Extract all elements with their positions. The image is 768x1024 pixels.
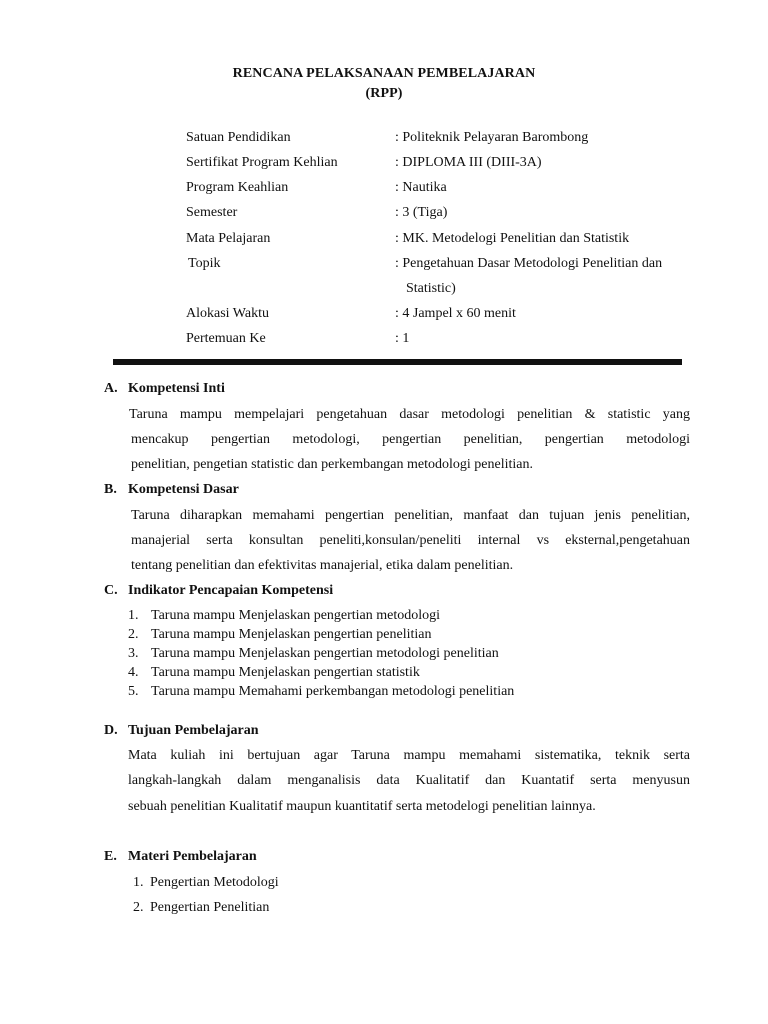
info-label-program: Program Keahlian <box>186 180 289 195</box>
info-label-satuan: Satuan Pendidikan <box>186 130 291 145</box>
info-label-topik: Topik <box>188 256 221 271</box>
section-c-title: Indikator Pencapaian Kompetensi <box>128 583 334 598</box>
info-value-mata-pelajaran: : MK. Metodelogi Penelitian dan Statistik <box>395 231 630 246</box>
section-b-letter: B. <box>104 482 117 497</box>
section-a-letter: A. <box>104 381 118 396</box>
header-divider <box>113 359 682 365</box>
info-value-pertemuan: : 1 <box>395 331 410 346</box>
indicator-num-4: 4. <box>128 665 139 680</box>
info-value-topik-cont: Statistic) <box>406 281 456 296</box>
section-d-line-1: Mata kuliah ini bertujuan agar Taruna mampu memahami sistematika, teknik serta <box>128 748 690 763</box>
indicator-text-1: Taruna mampu Menjelaskan pengertian metodologi <box>151 608 441 623</box>
section-a-line-2: mencakup pengertian metodologi, pengertian penelitian, pengertian metodologi <box>131 432 690 447</box>
info-label-mata-pelajaran: Mata Pelajaran <box>186 231 271 246</box>
materi-num-1: 1. <box>133 875 144 890</box>
info-value-alokasi: : 4 Jampel x 60 menit <box>395 306 516 321</box>
info-label-alokasi: Alokasi Waktu <box>186 306 269 321</box>
section-a-line-1: Taruna mampu mempelajari pengetahuan dasar metodologi penelitian & statistic yang <box>129 407 690 422</box>
materi-text-2: Pengertian Penelitian <box>150 900 270 915</box>
info-value-program: : Nautika <box>395 180 447 195</box>
section-b-line-2: manajerial serta konsultan peneliti,konsulan/peneliti internal vs eksternal,pengetahuan <box>131 533 690 548</box>
section-d-title: Tujuan Pembelajaran <box>128 723 259 738</box>
info-value-topik: : Pengetahuan Dasar Metodologi Penelitian dan <box>395 256 663 271</box>
document-title: RENCANA PELAKSANAAN PEMBELAJARAN <box>232 66 536 81</box>
document-subtitle: (RPP) <box>365 86 403 101</box>
section-d-line-2: langkah-langkah dalam menganalisis data Kualitatif dan Kuantatif serta menyusun <box>128 773 690 788</box>
indicator-num-3: 3. <box>128 646 139 661</box>
materi-num-2: 2. <box>133 900 144 915</box>
section-d-line-3: sebuah penelitian Kualitatif maupun kuantitatif serta metodelogi penelitian lainnya. <box>128 799 596 814</box>
indicator-text-2: Taruna mampu Menjelaskan pengertian penelitian <box>151 627 432 642</box>
section-e-title: Materi Pembelajaran <box>128 849 257 864</box>
info-value-sertifikat: : DIPLOMA III (DIII-3A) <box>395 155 542 170</box>
info-value-satuan: : Politeknik Pelayaran Barombong <box>395 130 589 145</box>
indicator-text-4: Taruna mampu Menjelaskan pengertian statistik <box>151 665 420 680</box>
indicator-num-5: 5. <box>128 684 139 699</box>
section-b-line-1: Taruna diharapkan memahami pengertian penelitian, manfaat dan tujuan jenis penelitian, <box>131 508 690 523</box>
section-e-letter: E. <box>104 849 117 864</box>
section-a-title: Kompetensi Inti <box>128 381 225 396</box>
info-label-semester: Semester <box>186 205 238 220</box>
indicator-text-3: Taruna mampu Menjelaskan pengertian metodologi penelitian <box>151 646 499 661</box>
info-label-pertemuan: Pertemuan Ke <box>186 331 266 346</box>
section-c-letter: C. <box>104 583 118 598</box>
section-a-line-3: penelitian, pengetian statistic dan perkembangan metodologi penelitian. <box>131 457 533 472</box>
indicator-num-1: 1. <box>128 608 139 623</box>
indicator-text-5: Taruna mampu Memahami perkembangan metodologi penelitian <box>151 684 515 699</box>
section-b-line-3: tentang penelitian dan efektivitas manajerial, etika dalam penelitian. <box>131 558 514 573</box>
materi-text-1: Pengertian Metodologi <box>150 875 279 890</box>
section-d-letter: D. <box>104 723 118 738</box>
info-label-sertifikat: Sertifikat Program Kehlian <box>186 155 338 170</box>
indicator-num-2: 2. <box>128 627 139 642</box>
section-b-title: Kompetensi Dasar <box>128 482 239 497</box>
info-value-semester: : 3 (Tiga) <box>395 205 448 220</box>
